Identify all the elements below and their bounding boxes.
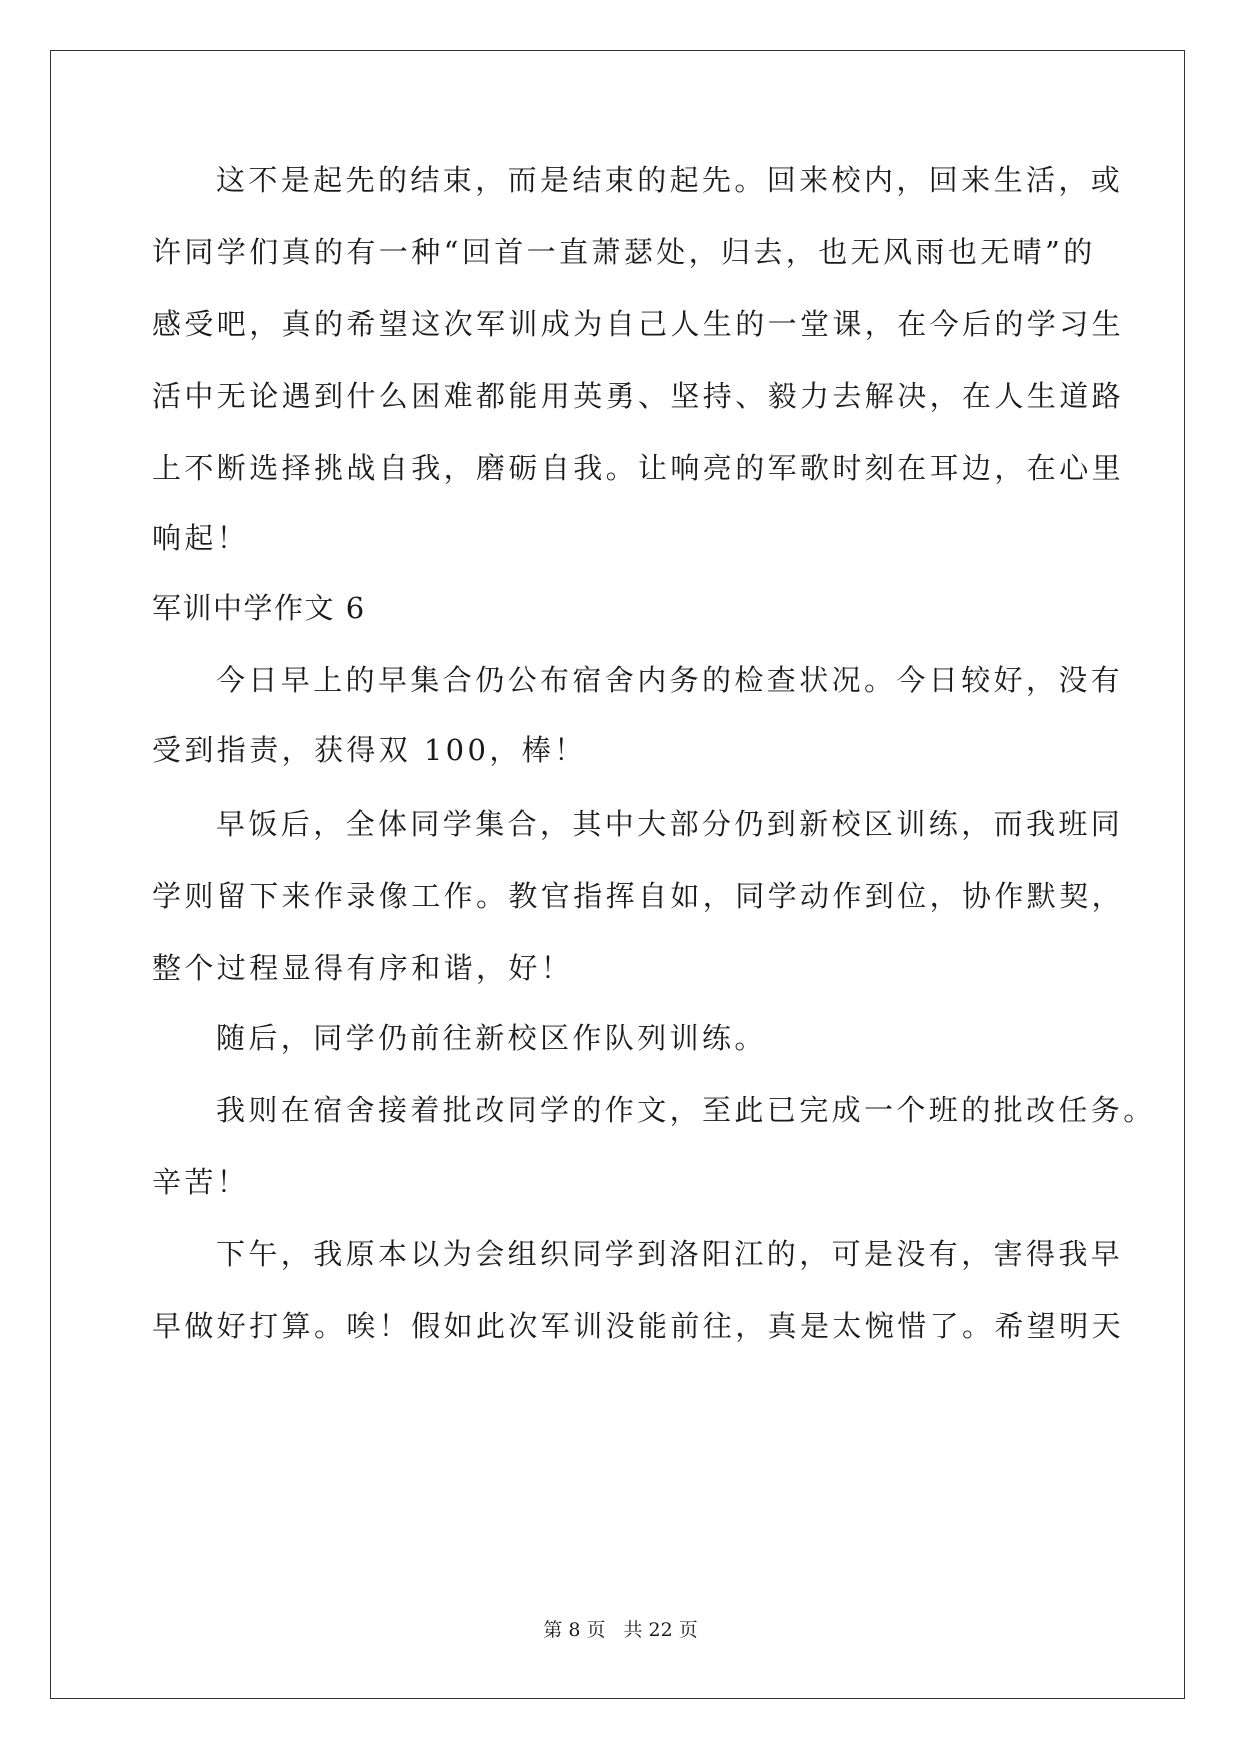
paragraph-line: 感受吧，真的希望这次军训成为自己人生的一堂课，在今后的学习生 (152, 307, 1125, 341)
page-footer (0, 1618, 1241, 1642)
paragraph-line: 活中无论遇到什么困难都能用英勇、坚持、毅力去解决，在人生道路 (152, 379, 1125, 413)
paragraph-line: 今日早上的早集合仍公布宿舍内务的检查状况。今日较好，没有 (216, 663, 1124, 697)
paragraph-line: 早饭后，全体同学集合，其中大部分仍到新校区训练，而我班同 (216, 807, 1124, 841)
paragraph-line: 辛苦！ (152, 1165, 250, 1199)
paragraph-line: 受到指责，获得双 100，棒！ (152, 733, 587, 767)
paragraph-line: 整个过程显得有序和谐，好！ (152, 951, 574, 985)
paragraph-line: 许同学们真的有一种“回首一直萧瑟处，归去，也无风雨也无晴”的 (152, 235, 1096, 269)
page-number: 第 8 页 (543, 1619, 606, 1641)
paragraph-line: 下午，我原本以为会组织同学到洛阳江的，可是没有，害得我早 (216, 1237, 1124, 1271)
paragraph-line: 随后，同学仍前往新校区作队列训练。 (216, 1021, 767, 1055)
paragraph-line: 学则留下来作录像工作。教官指挥自如，同学动作到位，协作默契， (152, 879, 1125, 913)
paragraph-line: 我则在宿舍接着批改同学的作文，至此已完成一个班的批改任务。 (216, 1093, 1156, 1127)
paragraph-line: 响起！ (152, 521, 250, 555)
paragraph-line: 上不断选择挑战自我，磨砺自我。让响亮的军歌时刻在耳边，在心里 (152, 451, 1125, 485)
page-border (50, 50, 1185, 1699)
paragraph-line: 这不是起先的结束，而是结束的起先。回来校内，回来生活，或 (216, 163, 1124, 197)
page-total: 共 22 页 (623, 1619, 698, 1641)
paragraph-line: 早做好打算。唉！假如此次军训没能前往，真是太惋惜了。希望明天 (152, 1309, 1125, 1343)
section-heading: 军训中学作文 6 (152, 591, 366, 625)
